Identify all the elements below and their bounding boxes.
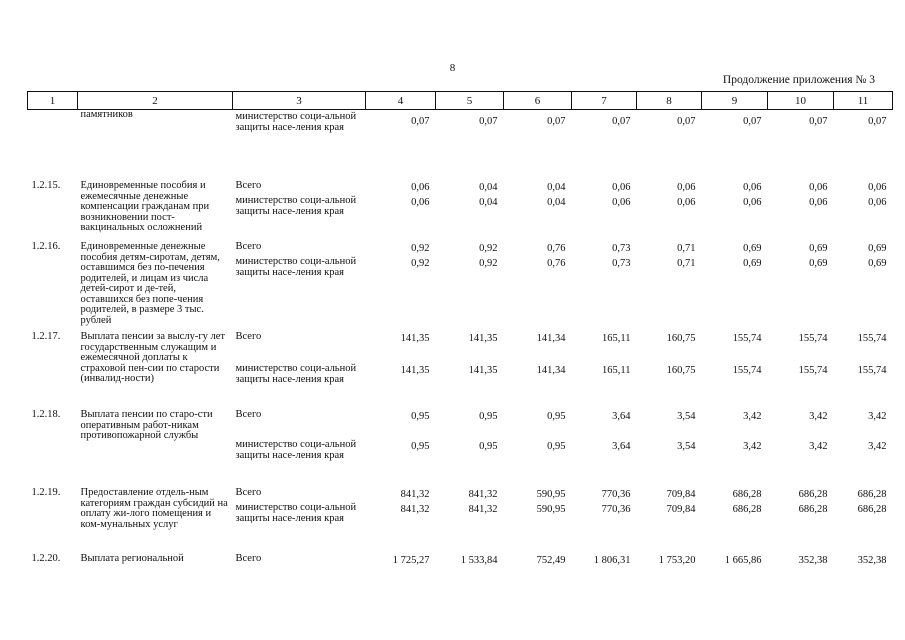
executor-label: министерство соци-альной защиты насе-ления края (235, 195, 357, 217)
value-executor: 0,92 (411, 258, 430, 269)
executor-label: министерство соци-альной защиты насе-ления края (235, 256, 357, 278)
value-executor: 3,64 (612, 441, 631, 452)
value-executor: 155,74 (732, 365, 762, 376)
value-executor: 0,06 (677, 197, 696, 208)
value-cell: 0,07 (743, 116, 762, 127)
value-total: 0,06 (677, 182, 696, 193)
value-total: 0,95 (479, 411, 498, 422)
value-executor: 0,95 (411, 441, 430, 452)
value-total: 1 533,84 (460, 555, 498, 566)
appendix-continuation-note: Продолжение приложения № 3 (722, 74, 875, 86)
value-executor: 709,84 (666, 504, 696, 515)
value-total: 165,11 (602, 333, 631, 344)
table-row (28, 179, 893, 240)
value-executor: 3,42 (743, 441, 762, 452)
value-total: 141,35 (400, 333, 430, 344)
column-header-5: 5 (436, 92, 504, 110)
column-header-1: 1 (28, 92, 78, 110)
value-executor: 160,75 (666, 365, 696, 376)
row-name: Единовременные денежные пособия детям-сиротам, детям, оставшимся без по-печения родителей, и лицам из числа детей-сирот и де-тей, оставшихся без попе-чения родителей, в размере 3 тыс. рублей (80, 241, 220, 326)
row-code: 1.2.19. (31, 487, 61, 498)
value-total: 686,28 (857, 489, 887, 500)
column-header-2: 2 (78, 92, 233, 110)
value-total: 0,92 (411, 243, 430, 254)
value-executor: 686,28 (798, 504, 828, 515)
value-total: 3,54 (677, 411, 696, 422)
value-executor: 0,95 (479, 441, 498, 452)
total-label: Всего (235, 487, 262, 498)
value-total: 686,28 (798, 489, 828, 500)
row-name: Выплата региональной (80, 553, 184, 564)
value-total: 141,35 (468, 333, 498, 344)
value-total: 0,71 (677, 243, 696, 254)
value-executor: 3,54 (677, 441, 696, 452)
value-total: 0,04 (547, 182, 566, 193)
value-total: 0,76 (547, 243, 566, 254)
value-total: 1 665,86 (724, 555, 762, 566)
value-total: 0,69 (809, 243, 828, 254)
value-total: 0,06 (411, 182, 430, 193)
value-total: 0,95 (411, 411, 430, 422)
value-total: 3,42 (868, 411, 887, 422)
value-total: 155,74 (732, 333, 762, 344)
value-executor: 0,06 (612, 197, 631, 208)
value-executor: 0,69 (743, 258, 762, 269)
value-executor: 0,76 (547, 258, 566, 269)
table-row (28, 486, 893, 552)
value-executor: 141,34 (536, 365, 566, 376)
value-total: 709,84 (666, 489, 696, 500)
value-total: 841,32 (468, 489, 498, 500)
value-total: 3,42 (743, 411, 762, 422)
column-header-6: 6 (504, 92, 572, 110)
total-label: Всего (235, 241, 262, 252)
value-total: 686,28 (732, 489, 762, 500)
value-total: 352,38 (798, 555, 828, 566)
column-header-7: 7 (572, 92, 637, 110)
value-total: 1 806,31 (593, 555, 631, 566)
value-total: 0,04 (479, 182, 498, 193)
value-executor: 841,32 (468, 504, 498, 515)
value-executor: 141,35 (468, 365, 498, 376)
row-code (28, 110, 78, 180)
value-total: 0,06 (868, 182, 887, 193)
value-total: 1 753,20 (658, 555, 696, 566)
executor-label: министерство соци-альной защиты насе-ления края (235, 111, 357, 133)
value-total: 0,95 (547, 411, 566, 422)
value-executor: 0,06 (743, 197, 762, 208)
value-executor: 155,74 (857, 365, 887, 376)
row-name: Предоставление отдель-ным категориям граждан субсидий на оплату жи-лого помещения и ком-мунальных услуг (80, 487, 228, 530)
executor-label: министерство соци-альной защиты насе-ления края (235, 363, 357, 385)
executor-label: министерство соци-альной защиты насе-ления края (235, 502, 357, 524)
page-number: 8 (449, 62, 456, 74)
row-name: Выплата пенсии за выслу-гу лет государственным служащим и ежемесячной доплаты к страховой пен-сии по старости (инвалид-ности) (80, 331, 225, 384)
row-code: 1.2.17. (31, 331, 61, 342)
value-total: 3,42 (809, 411, 828, 422)
row-name: Выплата пенсии по старо-сти оперативным работ-никам противопожарной службы (80, 409, 213, 441)
value-cell: 0,07 (479, 116, 498, 127)
column-header-8: 8 (637, 92, 702, 110)
value-total: 0,69 (868, 243, 887, 254)
column-header-10: 10 (768, 92, 834, 110)
value-total: 752,49 (536, 555, 566, 566)
total-label: Всего (235, 553, 262, 564)
value-total: 770,36 (601, 489, 631, 500)
header-row (28, 92, 893, 110)
table-row (28, 330, 893, 408)
value-executor: 0,04 (547, 197, 566, 208)
table-row (28, 552, 893, 576)
value-total: 3,64 (612, 411, 631, 422)
value-total: 155,74 (857, 333, 887, 344)
value-executor: 0,69 (809, 258, 828, 269)
value-executor: 165,11 (602, 365, 631, 376)
value-total: 155,74 (798, 333, 828, 344)
table-row (28, 408, 893, 486)
value-executor: 841,32 (400, 504, 430, 515)
value-executor: 0,69 (868, 258, 887, 269)
row-code: 1.2.15. (31, 180, 61, 191)
value-executor: 0,95 (547, 441, 566, 452)
column-header-11: 11 (834, 92, 893, 110)
value-total: 590,95 (536, 489, 566, 500)
value-total: 841,32 (400, 489, 430, 500)
value-cell: 0,07 (868, 116, 887, 127)
value-cell: 0,07 (547, 116, 566, 127)
value-executor: 686,28 (732, 504, 762, 515)
value-cell: 0,07 (809, 116, 828, 127)
row-code: 1.2.16. (31, 241, 61, 252)
budget-table (27, 91, 893, 576)
value-total: 141,34 (536, 333, 566, 344)
column-header-4: 4 (366, 92, 436, 110)
executor-label: министерство соци-альной защиты насе-ления края (235, 439, 357, 461)
row-code: 1.2.20. (31, 553, 61, 564)
value-total: 160,75 (666, 333, 696, 344)
value-total: 1 725,27 (392, 555, 430, 566)
value-executor: 0,06 (868, 197, 887, 208)
column-header-9: 9 (702, 92, 768, 110)
value-executor: 0,04 (479, 197, 498, 208)
value-executor: 686,28 (857, 504, 887, 515)
table-row (28, 110, 893, 180)
value-executor: 0,06 (411, 197, 430, 208)
value-executor: 155,74 (798, 365, 828, 376)
value-executor: 3,42 (868, 441, 887, 452)
value-total: 0,73 (612, 243, 631, 254)
value-total: 0,06 (612, 182, 631, 193)
total-label: Всего (235, 180, 262, 191)
value-executor: 770,36 (601, 504, 631, 515)
value-total: 0,69 (743, 243, 762, 254)
value-total: 0,06 (809, 182, 828, 193)
value-cell: 0,07 (612, 116, 631, 127)
value-executor: 0,71 (677, 258, 696, 269)
value-total: 352,38 (857, 555, 887, 566)
value-cell: 0,07 (411, 116, 430, 127)
row-name: памятников (80, 109, 133, 120)
column-header-3: 3 (233, 92, 366, 110)
value-executor: 0,06 (809, 197, 828, 208)
value-cell: 0,07 (677, 116, 696, 127)
row-name: Единовременные пособия и ежемесячные денежные компенсации гражданам при возникновении пост-вакцинальных осложнений (80, 180, 210, 233)
value-executor: 0,92 (479, 258, 498, 269)
value-executor: 590,95 (536, 504, 566, 515)
table-row (28, 240, 893, 330)
value-executor: 0,73 (612, 258, 631, 269)
total-label: Всего (235, 409, 262, 420)
row-code: 1.2.18. (31, 409, 61, 420)
value-total: 0,06 (743, 182, 762, 193)
value-executor: 141,35 (400, 365, 430, 376)
total-label: Всего (235, 331, 262, 342)
value-total: 0,92 (479, 243, 498, 254)
value-executor: 3,42 (809, 441, 828, 452)
